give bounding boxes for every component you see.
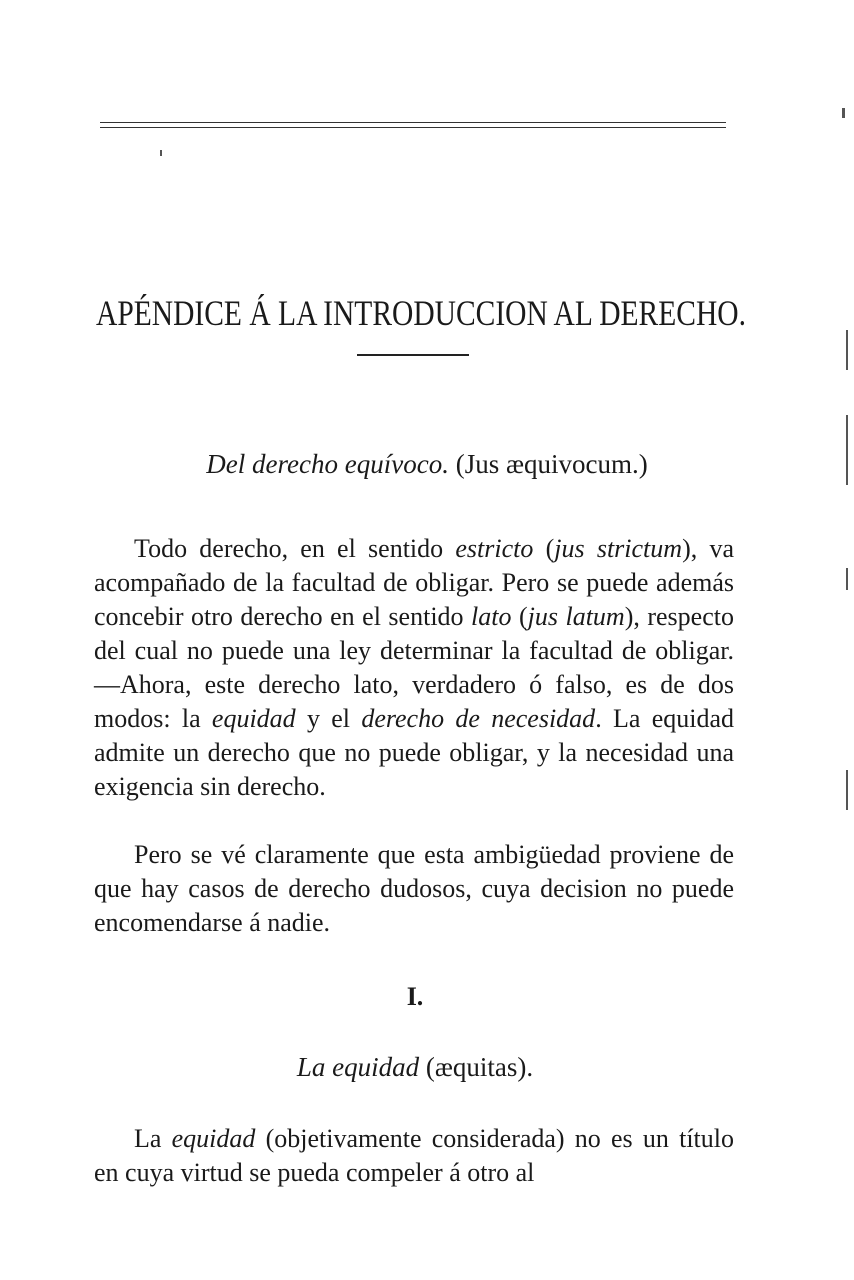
section-title — [0, 1052, 830, 1083]
subtitle-latin: (Jus æquivocum.) — [448, 449, 648, 479]
p1-text-7: . La equidad admite un derecho que no puede obligar, y la necesidad una exigencia sin derecho. — [94, 704, 734, 801]
section-title-latin: (æquitas). — [419, 1052, 534, 1082]
section-subtitle — [0, 449, 854, 480]
scan-artifact-mark — [846, 770, 848, 810]
section-title-italic: La equidad — [296, 1052, 420, 1082]
p1-text-4: ( — [511, 602, 528, 631]
scan-artifact-mark — [846, 330, 848, 370]
p3-text-1: La — [134, 1124, 172, 1153]
p1-text-2: ( — [533, 534, 555, 563]
top-double-rule-upper — [100, 122, 726, 123]
p1-italic-jus-strictum: jus strictum — [554, 534, 683, 563]
scan-artifact-mark — [846, 415, 848, 485]
p1-text-1: Todo derecho, en el sentido — [134, 534, 456, 563]
paragraph-1 — [94, 532, 734, 804]
p1-italic-derecho-de-necesidad: derecho de necesidad — [361, 704, 596, 733]
scan-artifact-mark — [160, 150, 162, 156]
chapter-heading: APÉNDICE Á LA INTRODUCCION AL DERECHO. — [96, 293, 746, 333]
scan-artifact-mark — [846, 568, 848, 590]
paragraph-2: Pero se vé claramente que esta ambigüedad proviene de que hay casos de derecho dudosos, cuya decision no puede encomendarse á nadie. — [94, 840, 734, 937]
top-double-rule-lower — [100, 127, 726, 128]
p1-text-6: y el — [295, 704, 362, 733]
p1-italic-lato: lato — [471, 602, 512, 631]
p3-italic-equidad: equidad — [171, 1124, 256, 1153]
p1-italic-jus-latum: jus latum — [527, 602, 625, 631]
p1-text-3: ), va acompañado de la facultad de obligar. Pero se puede además concebir otro derecho en el sentido — [94, 534, 734, 631]
section-number: I. — [406, 982, 424, 1011]
p3-text-2: (objetivamente considerada) no es un título en cuya virtud se pueda compeler á otro al — [94, 1124, 734, 1187]
heading-underline-rule — [357, 354, 469, 356]
p1-italic-estricto: estricto — [455, 534, 534, 563]
subtitle-italic: Del derecho equívoco. — [206, 449, 449, 479]
p1-text-5: ), respecto del cual no puede una ley determinar la facultad de obligar.—Ahora, este derecho lato, verdadero ó falso, es de dos modos: la — [94, 602, 734, 733]
p1-italic-equidad: equidad — [211, 704, 296, 733]
scan-artifact-mark — [842, 108, 845, 118]
paragraph-3 — [94, 1122, 734, 1190]
